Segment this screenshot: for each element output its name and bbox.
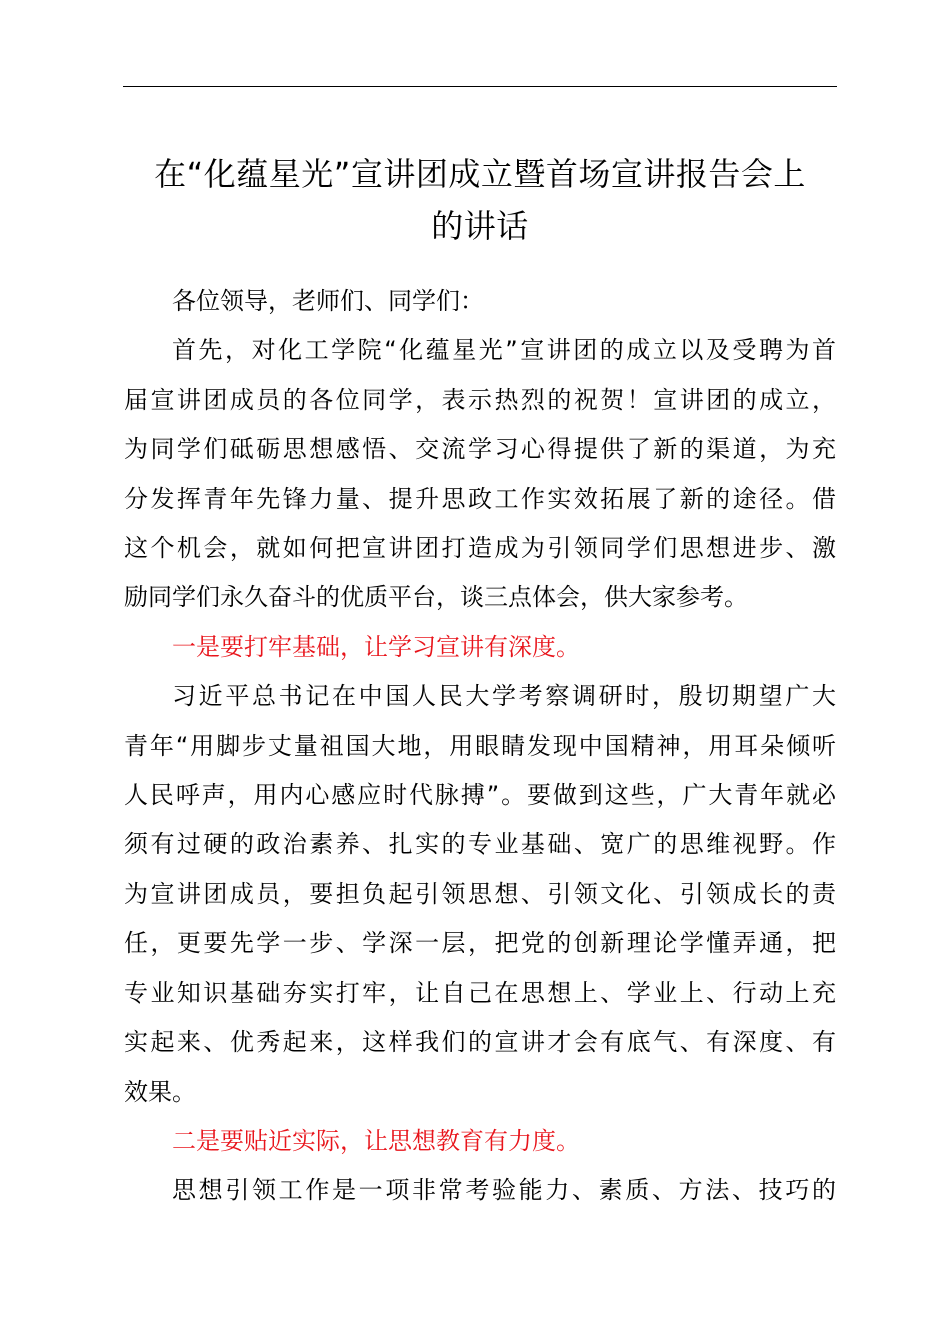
header-rule [123,86,837,87]
paragraph-line: 习近平总书记在中国人民大学考察调研时，殷切期望广大 [172,682,836,711]
paragraph-line: 任，更要先学一步、学深一层，把党的创新理论学懂弄通，把 [124,929,836,958]
paragraph-line: 效果。 [124,1077,196,1106]
paragraph-line: 专业知识基础夯实打牢，让自己在思想上、学业上、行动上充 [124,978,836,1007]
section-heading-2: 二是要贴近实际，让思想教育有力度。 [172,1126,580,1155]
paragraph-line: 首先，对化工学院“化蕴星光”宣讲团的成立以及受聘为首 [172,336,836,365]
paragraph-line: 为同学们砥砺思想感悟、交流学习心得提供了新的渠道，为充 [124,435,836,464]
salutation: 各位领导，老师们、同学们： [172,287,484,315]
document-body [124,277,836,1216]
paragraph-line: 届宣讲团成员的各位同学，表示热烈的祝贺！宣讲团的成立， [124,385,836,414]
paragraph-line: 须有过硬的政治素养、扎实的专业基础、宽广的思维视野。作 [124,830,836,859]
paragraph-line: 实起来、优秀起来，这样我们的宣讲才会有底气、有深度、有 [124,1028,836,1057]
paragraph-line: 青年“用脚步丈量祖国大地，用眼睛发现中国精神，用耳朵倾听 [124,731,836,760]
paragraph-line: 为宣讲团成员，要担负起引领思想、引领文化、引领成长的责 [124,879,836,908]
document-title [100,148,860,252]
paragraph-line: 思想引领工作是一项非常考验能力、素质、方法、技巧的 [172,1176,836,1205]
section-2-paragraph [124,1166,836,1215]
intro-paragraph [124,326,836,622]
paragraph-line: 这个机会，就如何把宣讲团打造成为引领同学们思想进步、激 [124,534,836,563]
paragraph-line: 人民呼声，用内心感应时代脉搏”。要做到这些，广大青年就必 [124,781,836,810]
paragraph-line: 励同学们永久奋斗的优质平台，谈三点体会，供大家参考。 [124,583,748,612]
title-line-1: 在“化蕴星光”宣讲团成立暨首场宣讲报告会上 [154,155,806,193]
section-1-paragraph [124,672,836,1117]
paragraph-line: 分发挥青年先锋力量、提升思政工作实效拓展了新的途径。借 [124,484,836,513]
section-heading-1: 一是要打牢基础，让学习宣讲有深度。 [172,632,580,661]
title-line-2: 的讲话 [431,207,529,245]
